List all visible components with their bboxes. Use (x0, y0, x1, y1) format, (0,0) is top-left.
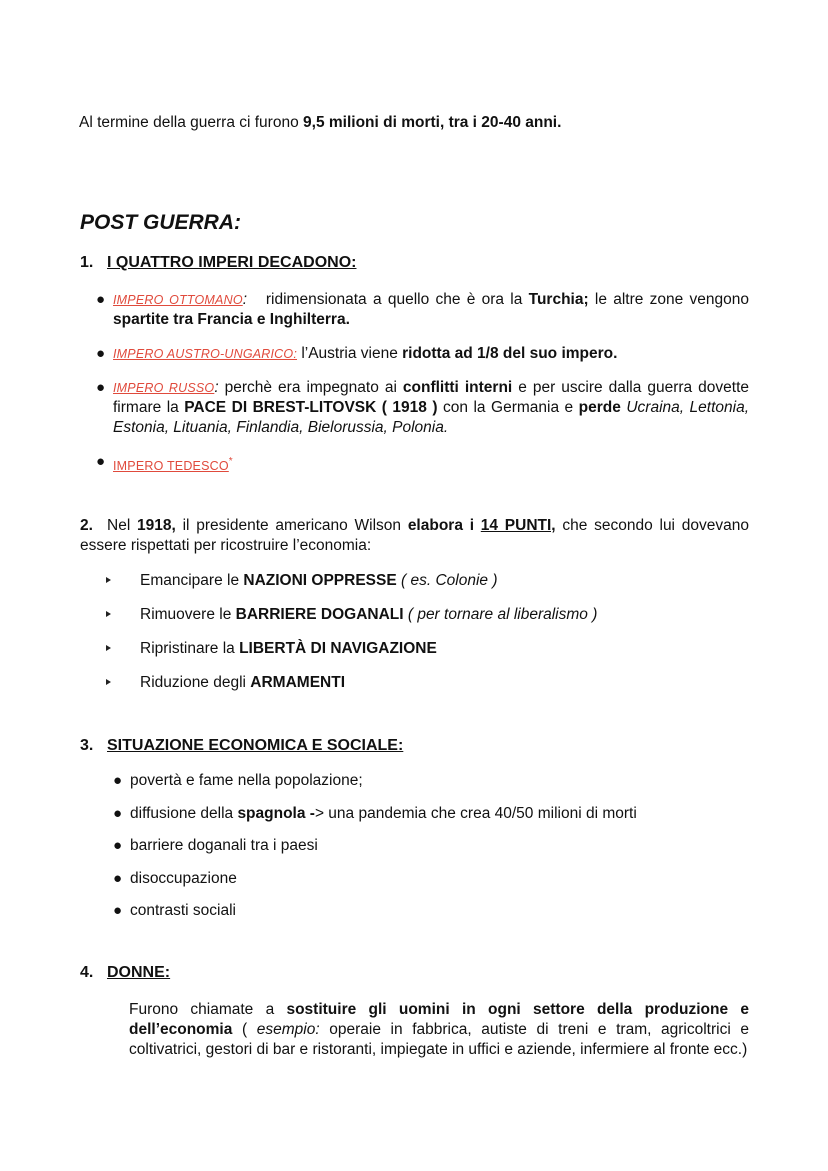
text-span: e per uscire dalla guerra dovette firmare la (113, 379, 749, 416)
bold-span: Turchia; (528, 291, 589, 308)
empire-item-austro (96, 344, 749, 364)
bold-span: conflitti interni (402, 379, 513, 396)
section-2-paragraph (80, 516, 749, 556)
point-item (140, 639, 740, 673)
text-span: perchè era impegnato ai (218, 379, 403, 396)
section-4-paragraph (129, 1000, 749, 1060)
bullet-dot-icon: ● (96, 291, 106, 308)
text-span: disoccupazione (130, 869, 237, 887)
bold-span: ARMAMENTI (250, 674, 346, 691)
point-item (140, 605, 740, 639)
italic-span: ( per tornare al liberalismo ) (403, 606, 598, 623)
footnote-mark: * (228, 456, 233, 467)
empire-label: IMPERO TEDESCO (113, 459, 229, 474)
intro-text: Al termine della guerra ci furono (79, 114, 304, 131)
section-1-label: I QUATTRO IMPERI DECADONO: (107, 254, 357, 271)
text-span: Riduzione degli (140, 674, 251, 691)
situation-item (113, 836, 750, 869)
bold-span: perde (578, 399, 621, 416)
point-item (140, 673, 740, 707)
bold-span: elabora i (407, 517, 481, 534)
text-span: ridimensionata a quello che è ora la (265, 291, 529, 308)
text-span: diffusione della (130, 804, 238, 822)
triangle-bullet-icon (106, 577, 111, 583)
triangle-bullet-icon (106, 645, 111, 651)
text-span: operaie in fabbrica, autiste di treni e tram, agricoltrici e coltivatrici, gestori di bar e ristoranti, impiegate in uffici e aziende, infermiere al fronte ecc.) (129, 1021, 749, 1058)
text-span: > una pandemia che crea 40/50 milioni di morti (314, 804, 637, 822)
empire-label: IMPERO AUSTRO-UNGARICO: (113, 347, 298, 361)
situation-item (113, 901, 750, 934)
triangle-bullet-icon (106, 611, 111, 617)
empires-list (96, 290, 750, 476)
triangle-bullet-icon (106, 679, 111, 685)
text-span: Ripristinare la (140, 640, 240, 657)
bold-span: PACE DI BREST-LITOVSK ( 1918 ) (184, 399, 438, 416)
empire-label: IMPERO RUSSO (113, 381, 215, 395)
text-span: che secondo lui dovevano essere rispettati per ricostruire l’economia: (80, 517, 749, 554)
empire-item-ottoman (96, 290, 750, 330)
text-span: l’Austria viene (297, 345, 403, 362)
bullet-dot-icon: ● (113, 804, 123, 822)
section-4-number: 4. (80, 964, 94, 981)
text-span: contrasti sociali (130, 902, 236, 919)
empire-colon: : (242, 291, 248, 308)
bullet-dot-icon: ● (113, 772, 123, 789)
text-span: Rimuovere le (140, 606, 236, 623)
intro-sentence (79, 114, 759, 132)
bullet-dot-icon: ● (113, 902, 123, 919)
text-span: Nel (107, 517, 138, 534)
italic-span: esempio: (256, 1021, 320, 1038)
section-3-heading (80, 737, 403, 755)
bold-span: 1918, (137, 517, 176, 534)
text-span: Furono chiamate a (129, 1001, 287, 1018)
intro-bold: 9,5 milioni di morti, tra i 20-40 anni. (303, 114, 562, 131)
empire-item-russian (96, 378, 749, 438)
empire-item-german (96, 452, 749, 476)
bold-span: ridotta ad 1/8 del suo impero. (402, 345, 618, 362)
bold-underlined-span: 14 PUNTI, (480, 517, 556, 534)
italic-span: ( es. Colonie ) (396, 572, 498, 589)
bold-span: LIBERTÀ DI NAVIGAZIONE (239, 640, 437, 657)
section-4-heading (80, 964, 170, 982)
section-2-number: 2. (80, 517, 93, 534)
bold-span: NAZIONI OPPRESSE (243, 572, 397, 589)
situation-item (113, 869, 750, 902)
bullet-dot-icon: ● (113, 837, 123, 854)
section-4-label: DONNE: (107, 964, 171, 981)
bullet-dot-icon: ● (96, 379, 106, 396)
situation-item (113, 804, 750, 837)
bullet-dot-icon: ● (96, 345, 106, 362)
text-span: barriere doganali tra i paesi (130, 837, 318, 854)
situation-item (113, 771, 750, 804)
empire-label: IMPERO OTTOMANO (113, 293, 243, 307)
empire-colon: : (214, 379, 219, 396)
bullet-dot-icon: ● (96, 453, 106, 470)
section-1-heading (80, 254, 356, 272)
bullet-dot-icon: ● (113, 869, 123, 887)
text-span: ( (232, 1021, 257, 1038)
bold-span: spartite tra Francia e Inghilterra. (113, 311, 350, 328)
point-item (140, 571, 740, 605)
section-1-number: 1. (80, 254, 94, 271)
section-3-number: 3. (80, 737, 94, 754)
bold-span: BARRIERE DOGANALI (235, 606, 404, 623)
text-span: il presidente americano Wilson (175, 517, 408, 534)
section-3-label: SITUAZIONE ECONOMICA E SOCIALE: (107, 737, 404, 754)
bold-span: sostituire gli uomini in ogni settore della produzione e dell’economia (129, 1001, 749, 1038)
text-span: Emancipare le (140, 572, 244, 589)
page-title: POST GUERRA: (80, 211, 242, 234)
text-span: povertà e fame nella popolazione; (130, 772, 363, 789)
points-list (140, 571, 740, 707)
bold-span: spagnola - (237, 804, 315, 822)
situation-list (113, 771, 750, 934)
italic-span: Ucraina, Lettonia, Estonia, Lituania, Finlandia, Bielorussia, Polonia. (113, 399, 749, 436)
text-span: con la Germania e (437, 399, 579, 416)
text-span: le altre zone vengono (588, 291, 750, 308)
